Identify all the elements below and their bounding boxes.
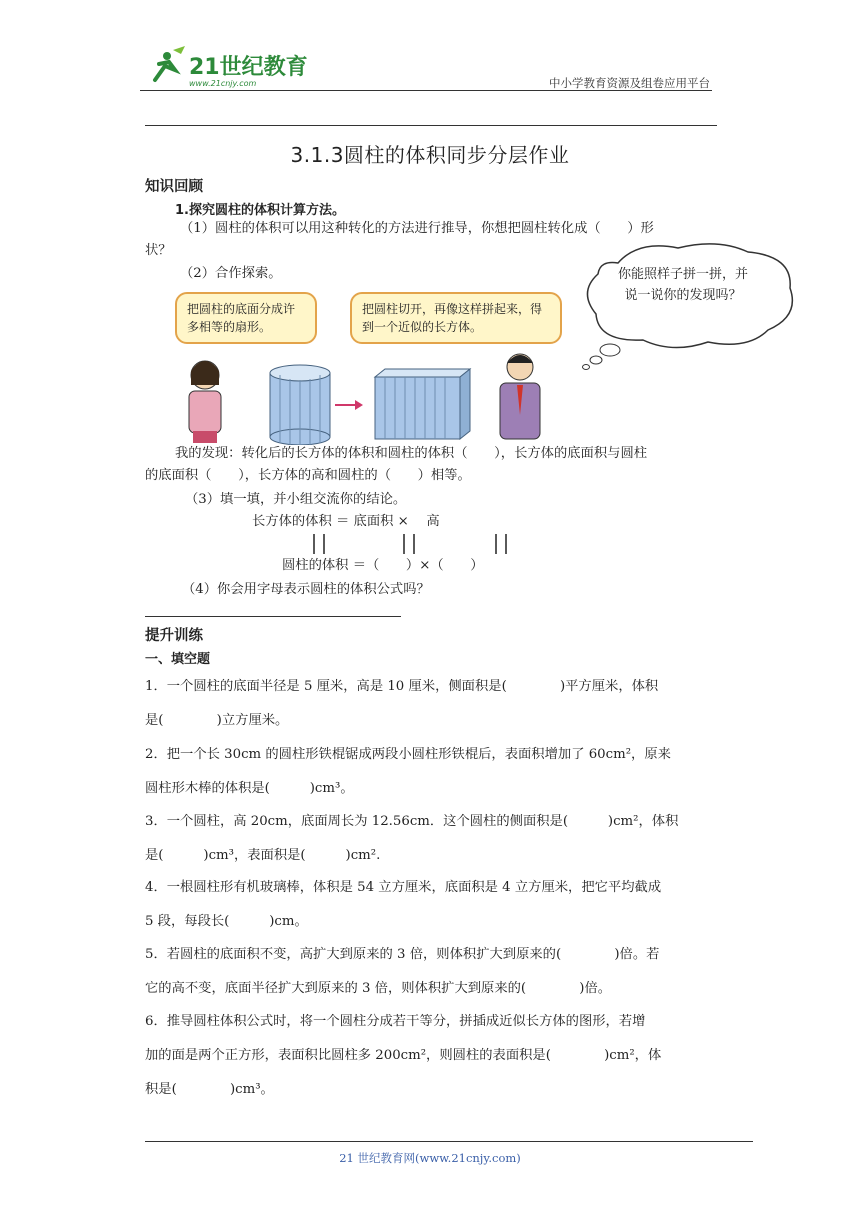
header-divider <box>140 90 712 91</box>
review-q1-line1: （1）圆柱的体积可以用这种转化的方法进行推导，你想把圆柱转化成（ ）形 <box>180 221 654 236</box>
cuboid-icon <box>375 369 470 439</box>
speech-bubble-right: 把圆柱切开，再像这样拼起来，得到一个近似的长方体。 <box>350 292 562 344</box>
review-q2: （2）合作探索。 <box>180 266 282 281</box>
title-divider <box>145 125 717 126</box>
arrow-right-icon <box>335 400 363 410</box>
question-2: 2．把一个长 30cm 的圆柱形铁棍锯成两段小圆柱形铁棍后，表面积增加了 60cm²，原来 圆柱形木棒的体积是( )cm³。 <box>145 747 671 796</box>
cylinder-icon <box>270 365 330 445</box>
cylinder-to-cuboid-illustration <box>175 345 575 445</box>
site-logo <box>145 42 315 90</box>
review-heading: 知识回顾 <box>145 179 203 195</box>
section-divider <box>145 616 401 617</box>
review-item1: 1.探究圆柱的体积计算方法。 <box>175 203 345 218</box>
question-3: 3．一个圆柱，高 20cm，底面周长为 12.56cm．这个圆柱的侧面积是( )cm²，体积 是( )cm³，表面积是( )cm². <box>145 814 679 863</box>
runner-logo-icon <box>145 42 315 90</box>
speech-bubble-left: 把圆柱的底面分成许多相等的扇形。 <box>175 292 317 344</box>
question-5: 5．若圆柱的底面积不变，高扩大到原来的 3 倍，则体积扩大到原来的( )倍。若 它的高不变，底面半径扩大到原来的 3 倍，则体积扩大到原来的( )倍。 <box>145 947 660 996</box>
question-6: 6．推导圆柱体积公式时，将一个圆柱分成若干等分，拼插成近似长方体的图形，若增 加的面是两个正方形，表面积比圆柱多 200cm²，则圆柱的表面积是( )cm²，体 积是( )cm³。 <box>145 1014 662 1097</box>
training-heading: 提升训练 <box>145 628 203 644</box>
logo-text: 21世纪教育 <box>189 55 308 80</box>
boy-figure <box>500 354 540 439</box>
finding-line2: 的底面积（ ），长方体的高和圆柱的（ ）相等。 <box>145 468 471 483</box>
equality-bars <box>300 532 520 556</box>
fill-blank-heading: 一、填空题 <box>145 652 211 667</box>
formula-top: 长方体的体积 ＝ 底面积 × 高 <box>252 514 440 529</box>
review-q1-line2: 状？ <box>145 243 172 258</box>
formula-bottom: 圆柱的体积 ＝（ ）×（ ） <box>282 558 484 573</box>
platform-name: 中小学教育资源及组卷应用平台 <box>549 76 710 90</box>
cloud-text: 你能照样子拼一拼，并说一说你的发现吗？ <box>617 267 748 303</box>
review-q4: （4）你会用字母表示圆柱的体积公式吗？ <box>182 582 430 597</box>
question-4: 4．一根圆柱形有机玻璃棒，体积是 54 立方厘米，底面积是 4 立方厘米，把它平均截成 5 段，每段长( )cm。 <box>145 880 662 929</box>
finding-line1: 我的发现：转化后的长方体的体积和圆柱的体积（ ），长方体的底面积与圆柱 <box>175 446 648 461</box>
footer-link[interactable]: 21 世纪教育网(www.21cnjy.com) <box>339 1151 521 1165</box>
footer-divider <box>145 1141 753 1142</box>
logo-url: www.21cnjy.com <box>189 79 257 88</box>
question-1: 1．一个圆柱的底面半径是 5 厘米，高是 10 厘米，侧面积是( )平方厘米，体积 是( )立方厘米。 <box>145 679 659 728</box>
review-q3: （3）填一填，并小组交流你的结论。 <box>185 492 407 507</box>
page-title: 3.1.3圆柱的体积同步分层作业 <box>290 143 570 167</box>
girl-figure <box>189 361 221 443</box>
